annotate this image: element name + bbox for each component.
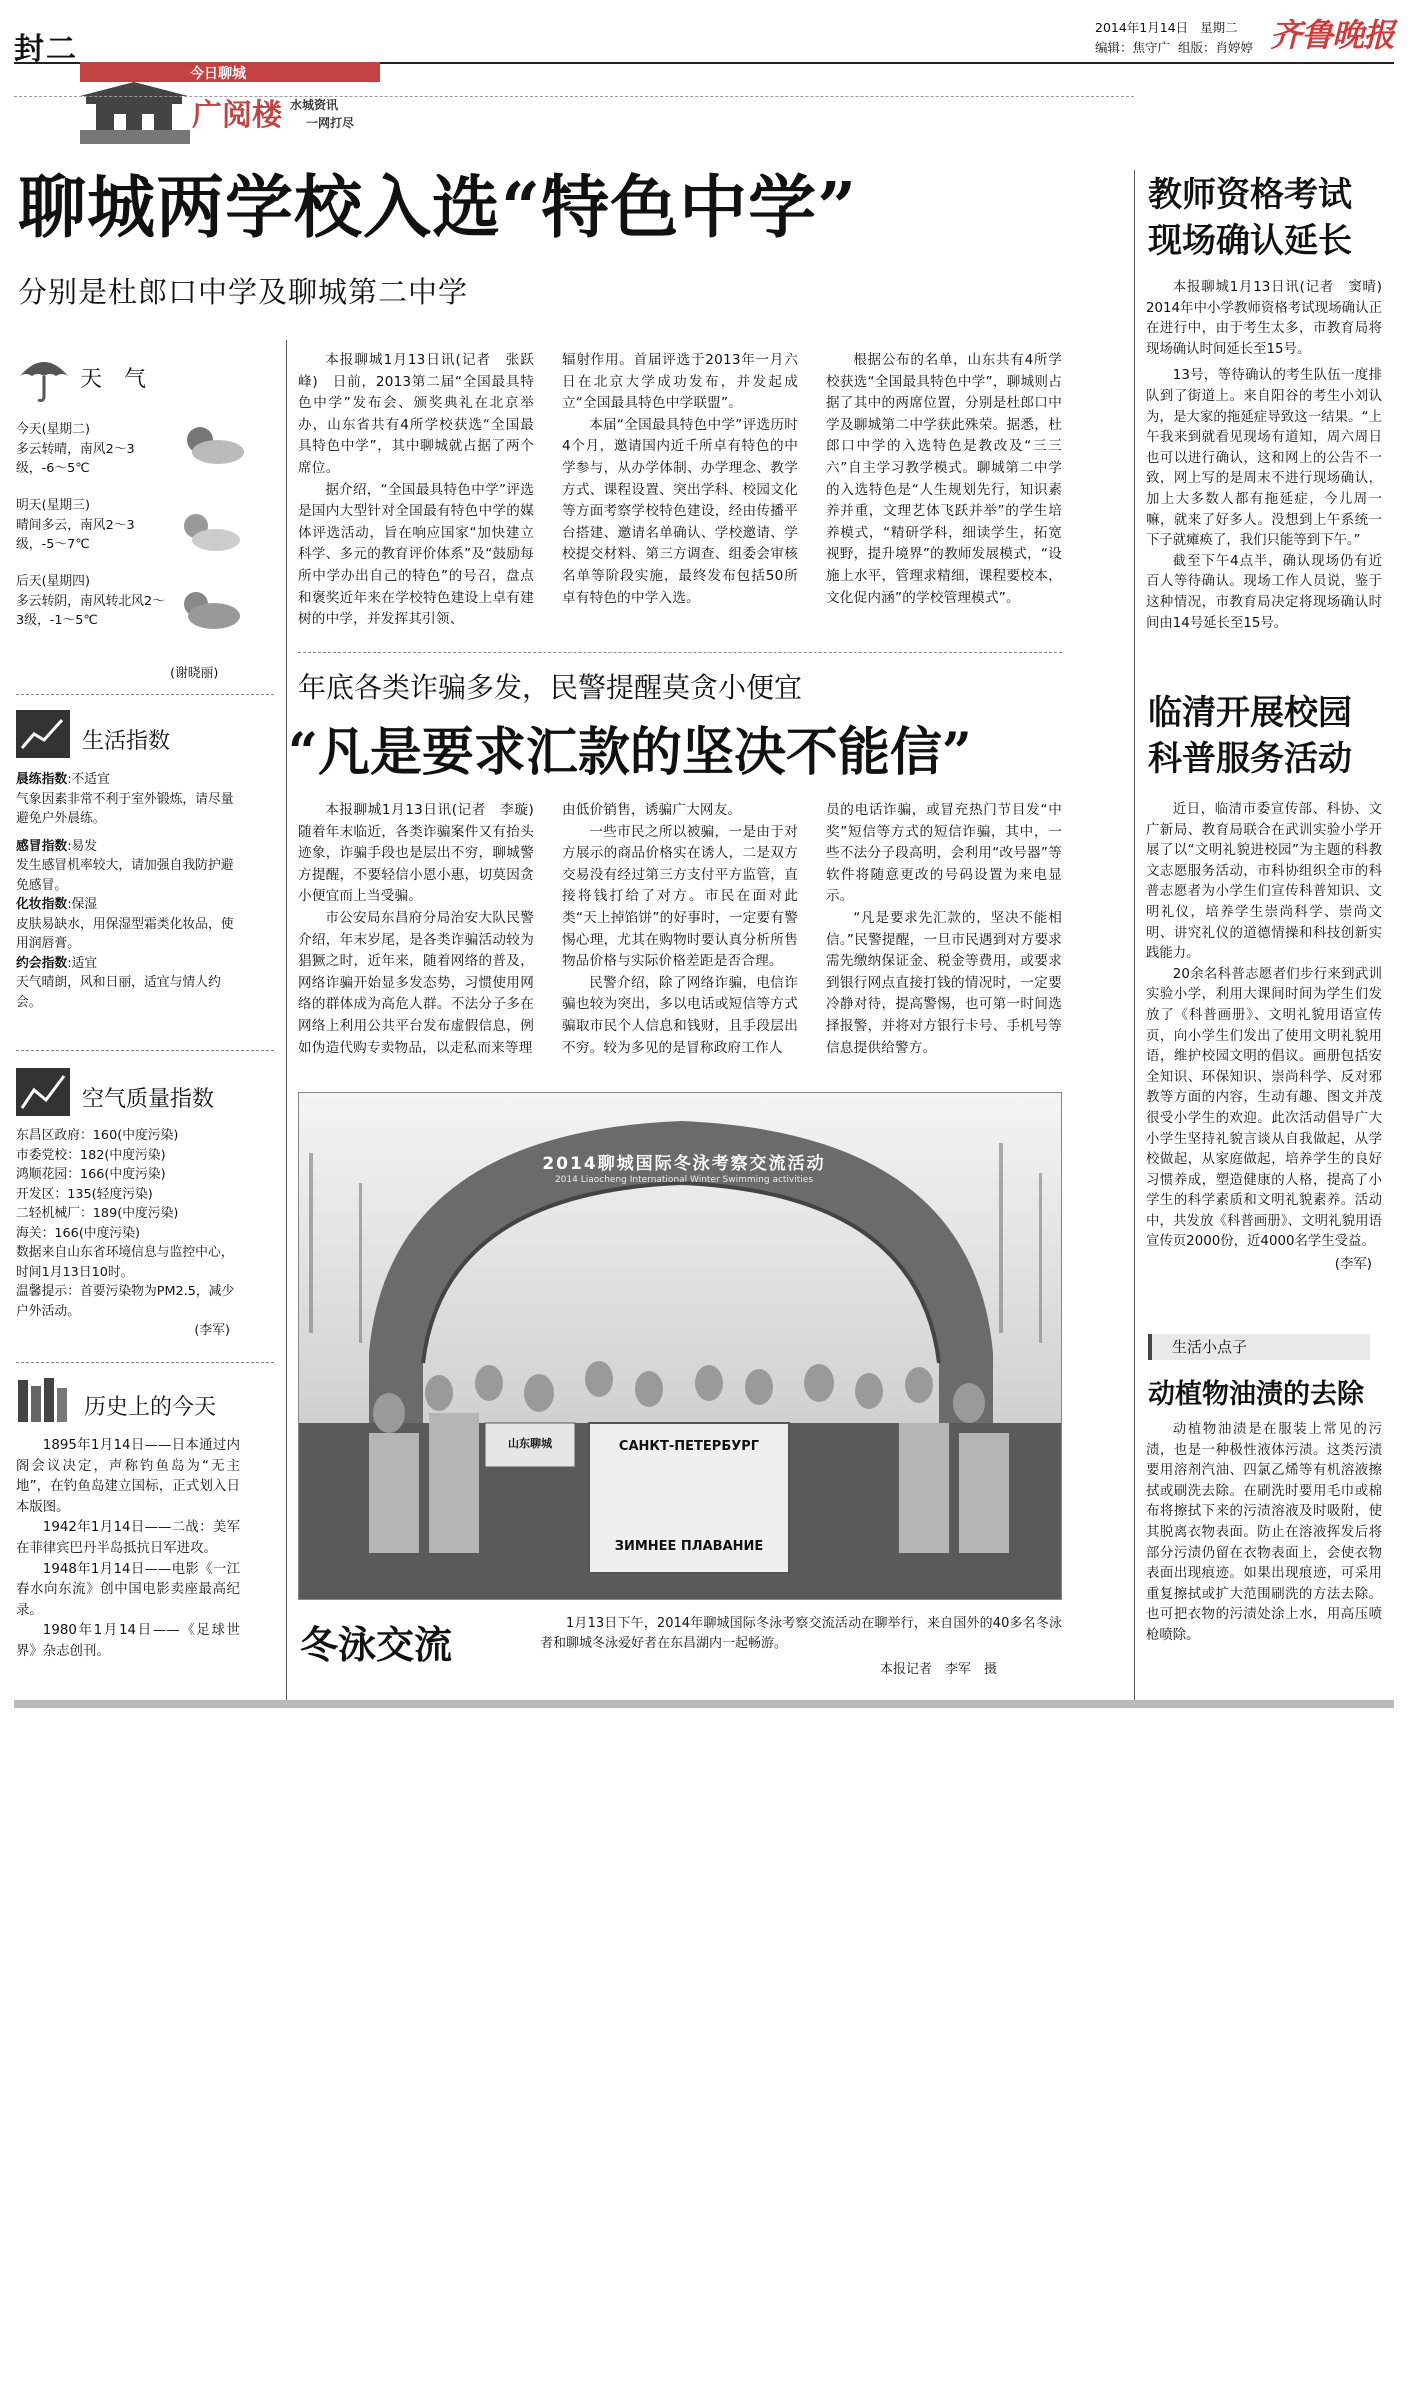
weather-tomorrow-label: 明天(星期三) xyxy=(16,498,90,513)
life-index-item: 感冒指数:易发 xyxy=(16,838,98,854)
life-index-rule xyxy=(16,1050,274,1051)
science-article xyxy=(1146,800,1382,1272)
lead-subhead: 分别是杜郎口中学及聊城第二中学 xyxy=(18,275,469,309)
history-title: 历史上的今天 xyxy=(84,1395,217,1420)
section-name: 广阅楼 xyxy=(192,98,282,133)
history-item: 1942年1月14日——二战：美军在菲律宾巴丹半岛抵抗日军进攻。 xyxy=(16,1520,240,1556)
life-index-item: 约会指数:适宜 xyxy=(16,955,98,971)
paper-name-logo: 齐鲁晚报 xyxy=(1270,16,1395,54)
life-index-list xyxy=(16,770,240,1012)
fraud-paragraph: “凡是要求先汇款的，坚决不能相信。”民警提醒，一旦市民遇到对方要求需先缴纳保证金、税金等费用，或要求到银行网点直接打钱的情况时，一定要冷静对待，提高警惕，也可第一时间选择报警，并将对方银行卡号、手机号等信息提供给警方。 xyxy=(826,909,1062,1056)
section-banner-title: 今日聊城 xyxy=(190,66,246,82)
weather-tomorrow-text: 晴间多云，南风2～3级，-5～7℃ xyxy=(16,517,135,552)
header-weekday: 星期二 xyxy=(1200,20,1238,35)
aqi-item: 东昌区政府：160(中度污染) xyxy=(16,1128,179,1143)
photo-caption-text: 1月13日下午，2014年聊城国际冬泳考察交流活动在聊举行，来自国外的40多名冬泳者和聊城冬泳爱好者在东昌湖内一起畅游。 xyxy=(540,1616,1062,1651)
science-headline-line: 科普服务活动 xyxy=(1148,739,1352,779)
science-headline-line: 临清开展校园 xyxy=(1148,693,1352,733)
fraud-column-2 xyxy=(562,800,798,1059)
fraud-column-3 xyxy=(826,800,1062,1059)
cloudy-icon xyxy=(170,586,250,636)
aqi-item: 二轻机械厂：189(中度污染) xyxy=(16,1206,179,1221)
photo-arch-banner-en: 2014 Liaocheng International Winter Swimming activities xyxy=(554,1175,814,1185)
aqi-rule xyxy=(16,1362,274,1363)
teacher-paragraph: 本报聊城1月13日讯(记者 窦晴) 2014年中小学教师资格考试现场确认正在进行中，由于考生太多，市教育局将现场确认时间延长至15号。 xyxy=(1146,280,1396,357)
aqi-item: 鸿顺花园：166(中度污染) xyxy=(16,1167,166,1182)
page-bottom-bar xyxy=(14,1700,1394,1708)
life-index-item: 化妆指数:保湿 xyxy=(16,897,98,912)
section-slogan-2: 一网打尽 xyxy=(306,116,355,130)
science-paragraph: 近日，临清市委宣传部、科协、文广新局、教育局联合在武训实验小学开展了以“文明礼貌进校园”为主题的科教文志愿服务活动，市科协组织全市的科普志愿者为小学生们宣传科普知识、文明礼仪，培养学生崇尚科学、崇尚文明、讲究礼仪的道德情操和科技创新实践能力。 xyxy=(1146,802,1382,962)
lead-paragraph: 本报聊城1月13日讯(记者 张跃峰) 日前，2013第二届“全国最具特色中学”发布会、颁奖典礼在北京举办，山东省共有4所学校获选“全国最具特色中学”，其中聊城就占据了两个席位。 xyxy=(298,352,534,476)
section-rule xyxy=(14,96,1134,97)
history-item: 1895年1月14日——日本通过内阁会议决定，声称钓鱼岛为“无主地”，在钓鱼岛建立国标，正式划入日本版图。 xyxy=(16,1438,240,1515)
life-index-label: 感冒指数 xyxy=(16,838,68,854)
header-editor-line xyxy=(1095,38,1253,56)
aqi-note: 数据来自山东省环境信息与监控中心，时间1月13日10时。 xyxy=(16,1245,234,1280)
weather-today-text: 多云转晴，南风2～3级，-6～5℃ xyxy=(16,441,135,476)
photo-arch-banner: 2014聊城国际冬泳考察交流活动 xyxy=(542,1154,826,1174)
weather-byline: (谢晓丽) xyxy=(170,666,219,681)
header-date-line xyxy=(1095,18,1238,36)
fraud-paragraph: 员的电话诈骗，或冒充热门节目发“中奖”短信等方式的短信诈骗，其中，一些不法分子段高明，会利用“改号器”等软件将随意更改的号码设置为来电显示。 xyxy=(826,802,1062,905)
lead-column-1 xyxy=(298,350,534,631)
section-slogan-1: 水城资讯 xyxy=(290,98,339,112)
tips-tag xyxy=(1148,1334,1370,1360)
life-index-desc: 皮肤易缺水，用保湿型霜类化妆品，使用润唇膏。 xyxy=(16,916,234,951)
header-editor: 编辑：焦守广 xyxy=(1095,40,1171,55)
life-index-desc: 气象因素非常不利于室外锻炼，请尽量避免户外晨练。 xyxy=(16,791,234,826)
section-banner-box xyxy=(80,62,380,146)
science-paragraph: 20余名科普志愿者们步行来到武训实验小学，利用大课间时间为学生们发放了《科普画册》、文明礼貌用语宣传页，向小学生们发出了使用文明礼貌用语，维护校园文明的倡议。画册包括安全知识、环保知识、崇尚科学、反对邪教等方面的内容，生动有趣、图文并茂很受小学生的欢迎。此次活动倡导广大小学生坚持礼貌言谈从自我做起，从学校做起，从家庭做起，培养学生的良好习惯养成，塑造健康的人格，提高了小学生的科学素质和文明礼貌素养。活动中，共发放《科普画册》、文明礼貌用语宣传页2000份，近4000名学生受益。 xyxy=(1146,966,1382,1250)
aqi-byline: (李军) xyxy=(194,1323,230,1338)
weather-title: 天 气 xyxy=(80,367,147,392)
aqi-title: 空气质量指数 xyxy=(82,1087,215,1112)
photo-flag-line-1: САНКТ-ПЕТЕРБУРГ xyxy=(618,1439,760,1454)
life-index-title: 生活指数 xyxy=(82,729,171,754)
fraud-paragraph: 一些市民之所以被骗，一是由于对方展示的商品价格实在诱人，二是双方交易没有经过第三方支付平方监管，直接将钱打给了对方。市民在面对此类“天上掉馅饼”的好事时，一定要有警惕心理，尤其在购物时要认真分析所售物品价格与实际价格差距是否合理。 xyxy=(562,823,798,970)
life-index-desc: 发生感冒机率较大，请加强自我防护避免感冒。 xyxy=(16,858,234,893)
air-quality-icon xyxy=(16,1068,70,1116)
fraud-headline: “凡是要求汇款的坚决不能信” xyxy=(288,722,972,783)
history-list xyxy=(16,1436,240,1663)
tips-headline: 动植物油渍的去除 xyxy=(1148,1379,1364,1410)
life-index-desc: 天气晴朗，风和日丽，适宜与情人约会。 xyxy=(16,975,221,1010)
partly-cloudy-icon xyxy=(170,420,250,470)
weather-today-label: 今天(星期二) xyxy=(16,422,90,437)
lead-headline: 聊城两学校入选“特色中学” xyxy=(18,168,858,248)
right-sidebar-rule xyxy=(1134,170,1135,1700)
weather-today xyxy=(16,420,166,479)
history-item: 1980年1月14日——《足球世界》杂志创刊。 xyxy=(16,1623,240,1659)
sunny-cloudy-icon xyxy=(170,508,250,558)
fraud-paragraph: 由低价销售，诱骗广大网友。 xyxy=(562,802,742,818)
weather-rule xyxy=(16,694,274,695)
life-index-label: 晨练指数 xyxy=(16,772,68,787)
lead-paragraph: 据介绍，“全国最具特色中学”评选是国内大型针对全国最有特色中学的媒体评选活动，旨在响应国家“加快建立科学、多元的教育评价体系”及“鼓励每所中学办出自己的特色”的号召，盘点和褒奖近年来在学校特色建设上卓有建树的中学，并发挥其引领、 xyxy=(298,481,534,628)
books-icon xyxy=(16,1376,72,1424)
fraud-column-1 xyxy=(298,800,548,1059)
lead-paragraph: 辐射作用。首届评选于2013年一月六日在北京大学成功发布，并发起成立“全国最具特色中学联盟”。 xyxy=(562,352,798,412)
science-byline: (李军) xyxy=(1334,1257,1372,1273)
history-item: 1948年1月14日——电影《一江春水向东流》创中国电影卖座最高纪录。 xyxy=(16,1561,240,1618)
fraud-paragraph: 本报聊城1月13日讯(记者 李璇) 随着年末临近，各类诈骗案件又有抬头迹象，诈骗手段也是层出不穷，聊城警方提醒，不要轻信小恩小惠，切莫因贪小便宜而上当受骗。 xyxy=(298,802,548,905)
photo-credit: 本报记者 李军 摄 xyxy=(880,1662,998,1677)
aqi-item: 开发区：135(轻度污染) xyxy=(16,1186,153,1202)
chart-trend-icon xyxy=(16,710,70,758)
lead-paragraph: 根据公布的名单，山东共有4所学校获选“全国最具特色中学”，聊城则占据了其中的两席位置，分别是杜郎口中学及聊城第二中学获此殊荣。据悉，杜郎口中学的入选特色是教改及“三三六”自主学习教学模式。聊城第二中学的入选特色是“人生规划先行，知识素养并重，文理艺体飞跃并举”的学生培养模式，“精研学科，细读学生，拓宽视野，提升境界”的教师发展模式，“设施上水平，管理求精细，课程要校本，文化促内涵”的学校管理模式”。 xyxy=(826,352,1062,606)
fraud-top-rule xyxy=(298,652,1062,653)
photo-caption xyxy=(540,1614,1062,1654)
fraud-paragraph: 市公安局东昌府分局治安大队民警介绍，年末岁尾，是各类诈骗活动较为猖獗之时，近年来，随着网络的普及，网络诈骗开始显多发态势，习惯使用网络的群体成为高危人群。不法分子多在网络上利用公共平台发布虚假信息，例如伪造代购专卖物品，以走私而来等理 xyxy=(298,909,534,1056)
teacher-paragraph: 13号，等待确认的考生队伍一度排队到了街道上。来自阳谷的考生小刘认为，是大家的拖延症导致这一结果。“上午我来到就看见现场有道知，周六周日也可以进行确认，这和网上的公告不一致，网上写的是周末不进行现场确认，加上大多数人都有拖延症，今儿周一嘛，就来了好多人。没想到上午系统一下子就瘫痪了，我们只能等到下午。” xyxy=(1146,368,1382,549)
weather-after xyxy=(16,572,166,631)
weather-after-label: 后天(星期四) xyxy=(16,574,90,589)
life-index-item: 晨练指数:不适宜 xyxy=(16,772,110,787)
left-sidebar-rule xyxy=(286,340,287,1700)
teacher-article xyxy=(1146,278,1396,634)
header-date: 2014年1月14日 xyxy=(1095,20,1189,35)
lead-column-2 xyxy=(562,350,798,609)
life-index-label: 化妆指数 xyxy=(16,897,68,912)
tips-article xyxy=(1146,1420,1382,1647)
page-label: 封二 xyxy=(14,32,78,67)
tips-tag-text: 生活小点子 xyxy=(1172,1338,1248,1356)
weather-tomorrow xyxy=(16,496,166,555)
aqi-list xyxy=(16,1126,240,1341)
aqi-tip: 温馨提示：首要污染物为PM2.5，减少户外活动。 xyxy=(16,1284,235,1319)
lead-column-3 xyxy=(826,350,1062,609)
teacher-headline xyxy=(1148,172,1352,264)
winter-swim-photo xyxy=(298,1092,1062,1600)
science-headline xyxy=(1148,690,1352,782)
weather-after-text: 多云转阴，南风转北风2～3级，-1～5℃ xyxy=(16,593,165,628)
photo-label: 冬泳交流 xyxy=(300,1622,453,1667)
fraud-paragraph: 民警介绍，除了网络诈骗，电信诈骗也较为突出，多以电话或短信等方式骗取市民个人信息和钱财，且手段层出不穷。较为多见的是冒称政府工作人 xyxy=(562,974,798,1056)
photo-flag-line-2: ЗИМНЕЕ ПЛАВАНИЕ xyxy=(614,1539,764,1554)
teacher-paragraph: 截至下午4点半，确认现场仍有近百人等待确认。现场工作人员说，鉴于这种情况，市教育局决定将现场确认时间由14号延长至15号。 xyxy=(1146,553,1382,631)
lead-paragraph: 本届“全国最具特色中学”评选历时4个月，邀请国内近千所卓有特色的中学参与，从办学体制、办学理念、教学方式、课程设置、突出学科、校园文化等方面考察学校特色建设，经由传播平台搭建、邀请名单确认、学校邀请、学校提交材料、第三方调查、组委会审核名单等阶段实施，最终发布包括50所卓有特色的中学入选。 xyxy=(562,416,798,606)
photo-sign-text: 山东聊城 xyxy=(508,1437,552,1450)
life-index-label: 约会指数 xyxy=(16,955,68,971)
aqi-item: 海关：166(中度污染) xyxy=(16,1225,140,1241)
aqi-item: 市委党校：182(中度污染) xyxy=(16,1147,166,1163)
teacher-headline-line: 教师资格考试 xyxy=(1148,175,1352,215)
umbrella-icon xyxy=(16,348,72,404)
tips-paragraph: 动植物油渍是在服装上常见的污渍，也是一种极性液体污渍。这类污渍要用溶剂汽油、四氯乙烯等有机溶液擦拭或刷洗去除。在刷洗时要用毛巾或棉布将擦拭下来的污渍溶液及时吸附，使其脱离衣物表面。防止在溶液挥发后将部分污渍仍留在衣物表面上，会使衣物表面出现痕迹。如果出现痕迹，可采用重复擦拭或扩大范围刷洗的方法去除。也可把衣物的污渍处涂上水，用高压喷枪喷除。 xyxy=(1146,1422,1382,1643)
header-designer: 组版：肖婷婷 xyxy=(1177,40,1253,55)
fraud-kicker: 年底各类诈骗多发，民警提醒莫贪小便宜 xyxy=(298,671,803,704)
teacher-headline-line: 现场确认延长 xyxy=(1148,221,1352,261)
